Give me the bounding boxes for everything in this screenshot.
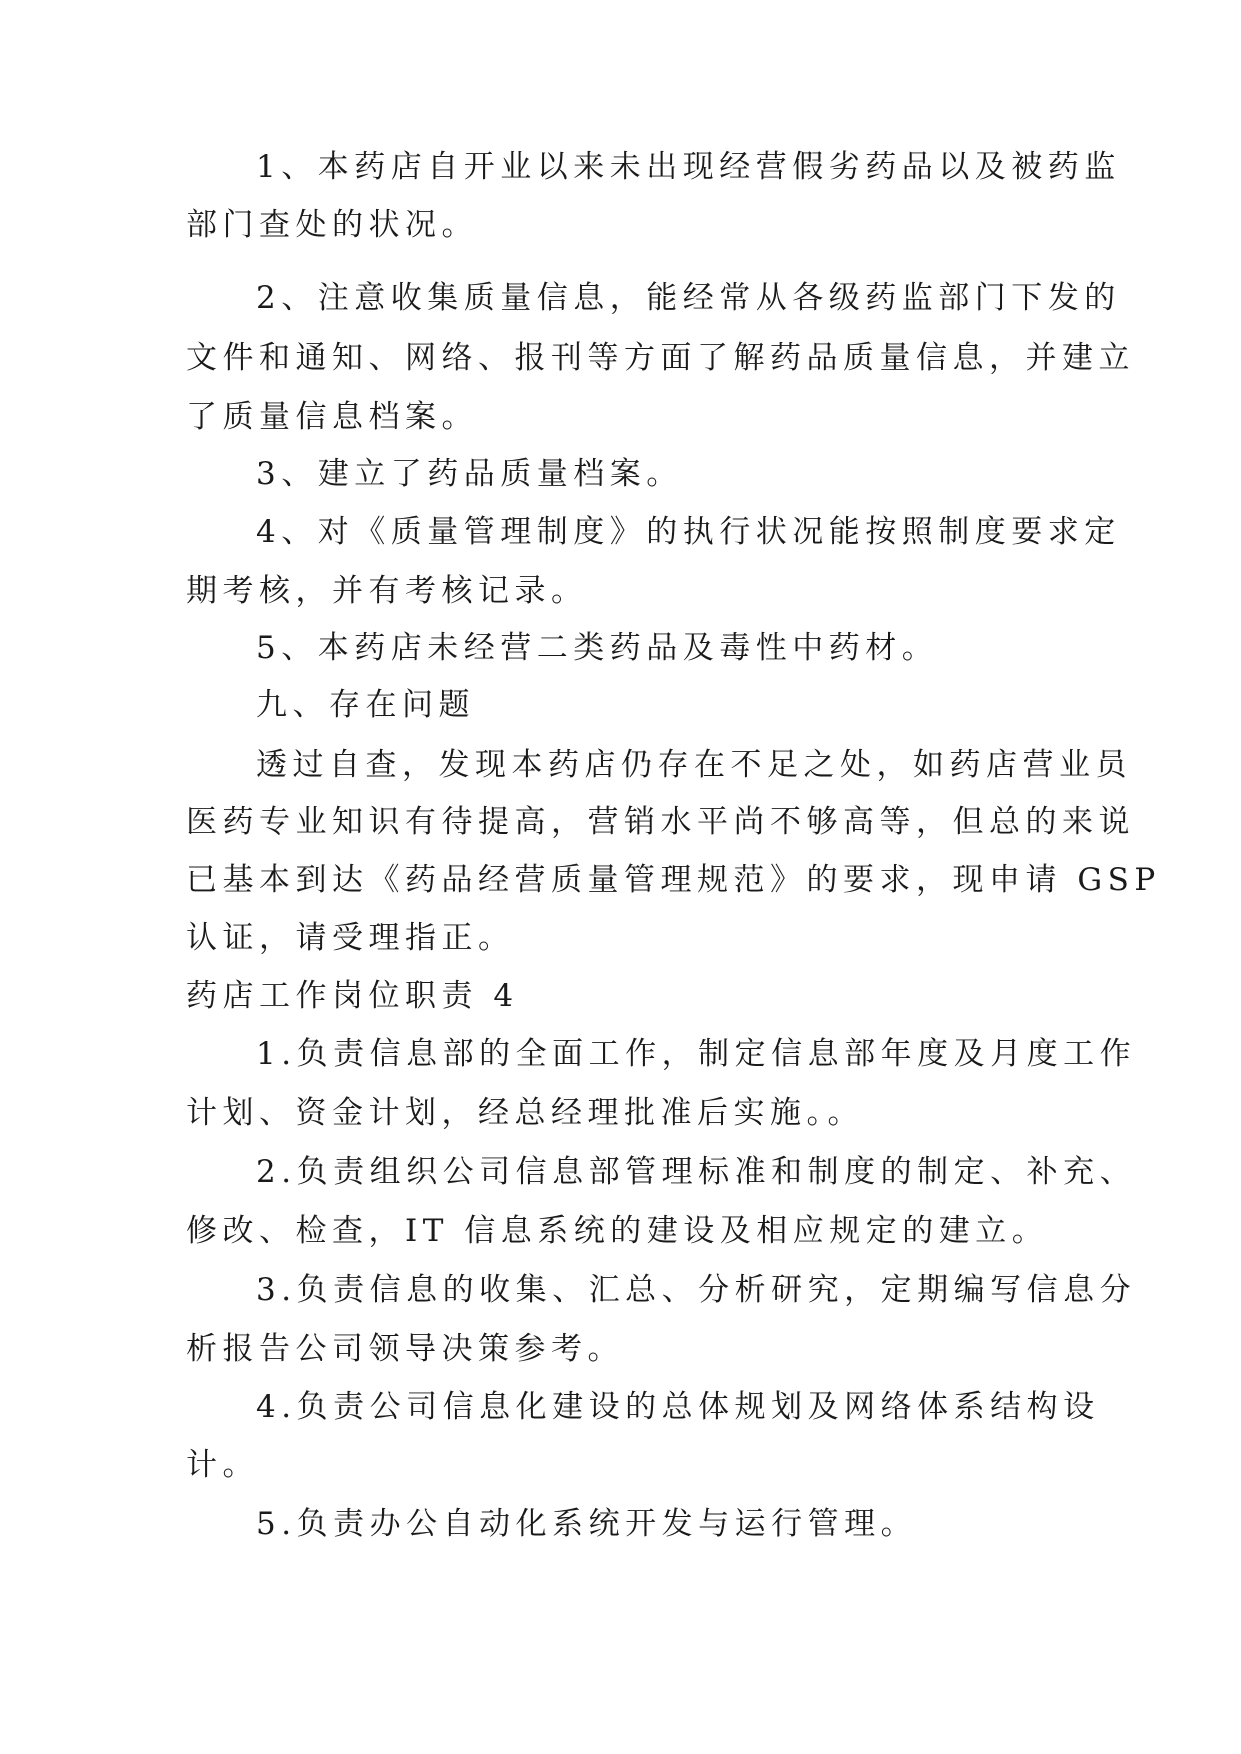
text-line: 2.负责组织公司信息部管理标准和制度的制定、补充、 bbox=[256, 1154, 1137, 1190]
text-line: 1、本药店自开业以来未出现经营假劣药品以及被药监 bbox=[256, 149, 1121, 185]
text-line: 2、注意收集质量信息，能经常从各级药监部门下发的 bbox=[256, 280, 1121, 316]
text-line: 文件和通知、网络、报刊等方面了解药品质量信息，并建立 bbox=[186, 340, 1135, 376]
text-line: 3、建立了药品质量档案。 bbox=[256, 456, 683, 492]
text-line: 析报告公司领导决策参考。 bbox=[186, 1331, 624, 1367]
text-line: 1.负责信息部的全面工作，制定信息部年度及月度工作 bbox=[256, 1036, 1137, 1072]
text-line: 4、对《质量管理制度》的执行状况能按照制度要求定 bbox=[256, 514, 1121, 550]
text-line: 已基本到达《药品经营质量管理规范》的要求，现申请 GSP bbox=[186, 862, 1161, 898]
text-line: 4.负责公司信息化建设的总体规划及网络体系结构设 bbox=[256, 1389, 1100, 1425]
section-title: 药店工作岗位职责 4 bbox=[186, 978, 519, 1014]
text-line: 计。 bbox=[186, 1447, 259, 1483]
text-line: 部门查处的状况。 bbox=[186, 207, 478, 243]
text-line: 计划、资金计划，经总经理批准后实施。。 bbox=[186, 1095, 864, 1131]
text-line: 5.负责办公自动化系统开发与运行管理。 bbox=[256, 1506, 918, 1542]
text-line: 期考核，并有考核记录。 bbox=[186, 573, 588, 609]
text-line: 认证，请受理指正。 bbox=[186, 920, 515, 956]
text-line: 了质量信息档案。 bbox=[186, 399, 478, 435]
text-line: 修改、检查，IT 信息系统的建设及相应规定的建立。 bbox=[186, 1213, 1049, 1249]
section-heading: 九、存在问题 bbox=[256, 687, 475, 723]
text-line: 医药专业知识有待提高，营销水平尚不够高等，但总的来说 bbox=[186, 804, 1135, 840]
text-line: 5、本药店未经营二类药品及毒性中药材。 bbox=[256, 630, 939, 666]
text-line: 透过自查，发现本药店仍存在不足之处，如药店营业员 bbox=[256, 747, 1132, 783]
text-line: 3.负责信息的收集、汇总、分析研究，定期编写信息分 bbox=[256, 1272, 1137, 1308]
